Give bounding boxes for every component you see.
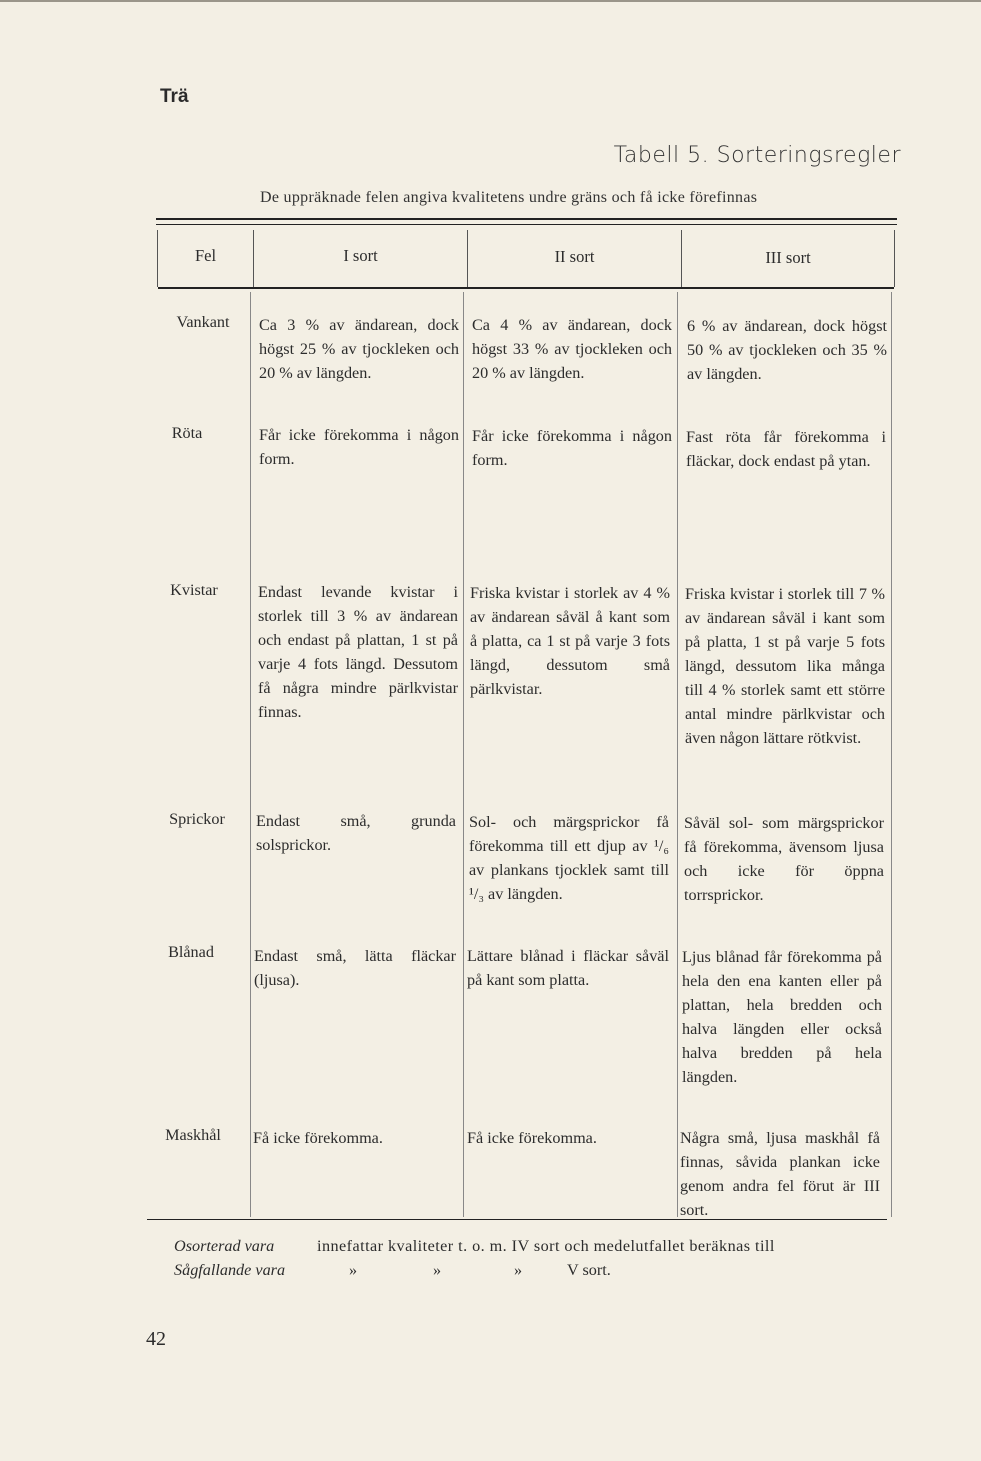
row-label-blanad: Blånad — [168, 943, 214, 961]
top-double-rule-1 — [156, 218, 897, 220]
row-rota-iii-sort: Fast röta får förekomma i fläckar, dock endast på ytan. — [686, 428, 886, 470]
row-kvistar-iii-sort: Friska kvistar i storlek till 7 % av ändarean såväl i kant som på platta, 1 st på varje 5 fots längd, dessutom lika många till 4 % storlek samt ett större antal mindre pärlkvistar och även någon lättare rötkvist. — [685, 585, 885, 747]
header-i-sort: I sort — [343, 246, 378, 265]
row-sprickor-iii-sort: Såväl sol- som märgsprickor få förekomma, ävensom ljusa och icke för öppna torrsprickor. — [684, 814, 884, 904]
header-fel: Fel — [194, 246, 217, 265]
body-vline-1 — [250, 292, 251, 1217]
body-vline-2 — [463, 292, 464, 1217]
footnote-line-2-end: V sort. — [567, 1261, 611, 1279]
row-maskhal-i-sort: Få icke förekomma. — [253, 1129, 383, 1147]
row-blanad-ii-sort: Lättare blånad i fläckar såväl på kant som platta. — [467, 947, 669, 989]
row-rota-i-sort: Får icke förekomma i någon form. — [259, 426, 459, 468]
footnote-term-sagfallande: Sågfallande vara — [174, 1261, 286, 1279]
row-label-rota: Röta — [171, 424, 203, 442]
row-label-kvistar: Kvistar — [170, 581, 218, 599]
footnote-line-1-text: innefattar kvaliteter t. o. m. IV sort och medelutfallet beräknas till — [317, 1237, 775, 1255]
row-sprickor-ii-sort: Sol- och märgsprickor få förekomma till ett djup av ¹/₆ av plankans tjocklek samt till ¹/₃ av längden. — [469, 813, 669, 903]
row-label-maskhal: Maskhål — [165, 1126, 221, 1144]
row-label-vankant: Vankant — [176, 313, 230, 331]
row-sprickor-i-sort: Endast små, grunda solsprickor. — [256, 812, 456, 854]
row-vankant-ii-sort: Ca 4 % av ändarean, dock högst 33 % av tjockleken och 20 % av längden. — [472, 316, 672, 382]
header-bottom-rule — [158, 287, 894, 289]
row-maskhal-ii-sort: Få icke förekomma. — [467, 1129, 597, 1147]
footnote-line-1 — [174, 1237, 274, 1256]
body-vline-right — [891, 292, 892, 1217]
row-vankant-i-sort: Ca 3 % av ändarean, dock högst 25 % av tjockleken och 20 % av längden. — [259, 316, 459, 382]
table-subtitle: De uppräknade felen angiva kvalitetens undre gräns och få icke förefinnas — [260, 189, 758, 206]
ditto-mark-3: » — [514, 1261, 523, 1279]
top-border-line — [0, 0, 981, 2]
row-blanad-i-sort: Endast små, lätta fläckar (ljusa). — [254, 947, 456, 989]
row-rota-ii-sort: Får icke förekomma i någon form. — [472, 427, 672, 469]
row-label-sprickor: Sprickor — [169, 810, 225, 828]
ditto-mark-2: » — [433, 1261, 442, 1279]
page-number: 42 — [146, 1328, 166, 1350]
row-blanad-iii-sort: Ljus blånad får förekomma på hela den ena kanten eller på plattan, hela bredden och halva längden eller också halva bredden på hela längden. — [682, 948, 882, 1086]
running-header: Trä — [160, 86, 189, 107]
row-vankant-iii-sort: 6 % av ändarean, dock högst 50 % av tjockleken och 35 % av längden. — [687, 317, 887, 383]
header-ii-sort: II sort — [554, 247, 595, 266]
row-kvistar-i-sort: Endast levande kvistar i storlek till 3 % av ändarean och endast på plattan, 1 st på varje 4 fots längd. Dessutom få några mindre pärlkvistar finnas. — [258, 583, 458, 721]
top-double-rule-2 — [156, 224, 897, 225]
row-kvistar-ii-sort: Friska kvistar i storlek av 4 % av ändarean såväl å kant som å platta, ca 1 st på varje 3 fots längd, dessutom små pärlkvistar. — [470, 584, 670, 698]
footnote-line-2 — [174, 1261, 285, 1280]
footnote-term-osorterad: Osorterad vara — [174, 1237, 275, 1255]
row-maskhal-iii-sort: Några små, ljusa maskhål få finnas, såvida plankan icke genom andra fel förut är III sort. — [680, 1129, 880, 1219]
table-title: Tabell 5. Sorteringsregler — [613, 143, 901, 168]
ditto-mark-1: » — [349, 1261, 358, 1279]
body-vline-3 — [677, 292, 678, 1217]
header-iii-sort: III sort — [765, 248, 811, 267]
header-vline-right — [894, 230, 895, 287]
